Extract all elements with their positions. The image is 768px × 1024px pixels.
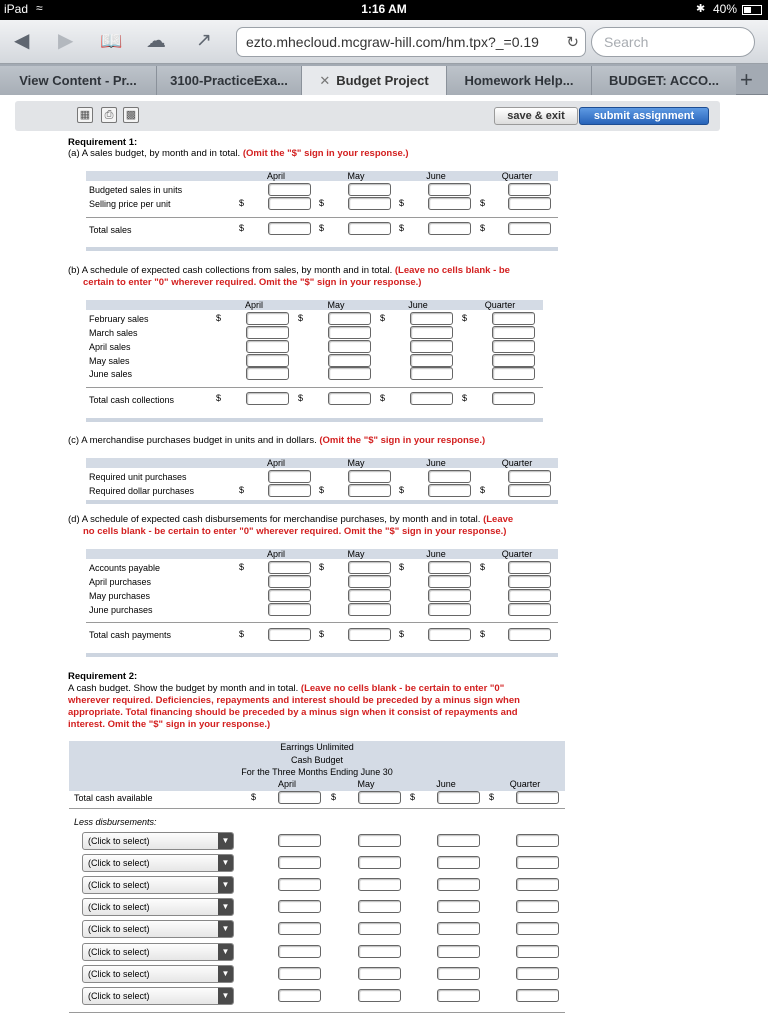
column-header: June [426, 458, 446, 468]
row-label: February sales [89, 314, 149, 324]
select-value: (Click to select) [88, 858, 150, 868]
amount-input[interactable] [492, 392, 535, 405]
amount-input[interactable] [516, 834, 559, 847]
amount-input[interactable] [410, 340, 453, 353]
select-value: (Click to select) [88, 880, 150, 890]
row-label: April sales [89, 342, 131, 352]
amount-input[interactable] [508, 603, 551, 616]
forward-icon[interactable]: ▶ [58, 30, 74, 52]
column-header: Quarter [484, 300, 516, 310]
amount-input[interactable] [348, 603, 391, 616]
dollar-sign: $ [319, 198, 325, 208]
column-header: June [426, 171, 446, 181]
dollar-sign: $ [399, 562, 405, 572]
dollar-sign: $ [410, 792, 416, 802]
amount-input[interactable] [437, 967, 480, 980]
new-tab-icon[interactable]: + [740, 67, 753, 92]
amount-input[interactable] [437, 791, 480, 804]
amount-input[interactable] [428, 589, 471, 602]
amount-input[interactable] [268, 561, 311, 574]
dollar-sign: $ [251, 792, 257, 802]
dollar-sign: $ [489, 792, 495, 802]
amount-input[interactable] [278, 791, 321, 804]
amount-input[interactable] [437, 834, 480, 847]
amount-input[interactable] [516, 989, 559, 1002]
amount-input[interactable] [268, 603, 311, 616]
amount-input[interactable] [246, 392, 289, 405]
column-header: Quarter [501, 171, 533, 181]
icloud-tabs-icon[interactable]: ☁ [146, 30, 166, 52]
select-value: (Click to select) [88, 836, 150, 846]
dollar-sign: $ [399, 485, 405, 495]
battery-icon [742, 5, 762, 15]
amount-input[interactable] [358, 922, 401, 935]
divider [86, 622, 558, 623]
amount-input[interactable] [278, 878, 321, 891]
amount-input[interactable] [492, 326, 535, 339]
amount-input[interactable] [358, 989, 401, 1002]
dollar-sign: $ [216, 313, 222, 323]
amount-input[interactable] [358, 945, 401, 958]
table-c-footer [86, 500, 558, 504]
table-a-footer [86, 247, 558, 251]
amount-input[interactable] [268, 484, 311, 497]
amount-input[interactable] [508, 222, 551, 235]
amount-input[interactable] [268, 197, 311, 210]
column-header: May [347, 171, 365, 181]
bluetooth-icon: ✱ [696, 3, 706, 15]
amount-input[interactable] [437, 945, 480, 958]
amount-input[interactable] [268, 183, 311, 196]
dollar-sign: $ [239, 198, 245, 208]
select-value: (Click to select) [88, 924, 150, 934]
row-label: Required unit purchases [89, 472, 187, 482]
dollar-sign: $ [239, 223, 245, 233]
table-d-footer [86, 653, 558, 657]
select-value: (Click to select) [88, 991, 150, 1001]
amount-input[interactable] [428, 222, 471, 235]
select-value: (Click to select) [88, 947, 150, 957]
amount-input[interactable] [246, 354, 289, 367]
row-label: Total sales [89, 225, 132, 235]
amount-input[interactable] [428, 628, 471, 641]
chevron-down-icon: ▼ [218, 921, 233, 937]
amount-input[interactable] [410, 312, 453, 325]
amount-input[interactable] [492, 312, 535, 325]
req2-title: Requirement 2: [68, 671, 138, 682]
amount-input[interactable] [516, 945, 559, 958]
amount-input[interactable] [246, 367, 289, 380]
amount-input[interactable] [508, 561, 551, 574]
row-label: Accounts payable [89, 563, 161, 573]
dollar-sign: $ [480, 629, 486, 639]
column-header: April [277, 779, 296, 789]
amount-input[interactable] [492, 340, 535, 353]
status-bar [0, 0, 768, 20]
amount-input[interactable] [410, 354, 453, 367]
amount-input[interactable] [508, 589, 551, 602]
column-header: Quarter [501, 549, 533, 559]
amount-input[interactable] [410, 392, 453, 405]
amount-input[interactable] [268, 575, 311, 588]
row-label: Required dollar purchases [89, 486, 195, 496]
chevron-down-icon: ▼ [218, 877, 233, 893]
req1-b-note: certain to enter "0" wherever required. Omit the "$" sign in your response.) [83, 277, 422, 288]
dollar-sign: $ [480, 198, 486, 208]
amount-input[interactable] [508, 575, 551, 588]
amount-input[interactable] [328, 367, 371, 380]
reference-icon[interactable]: ▦ [77, 107, 93, 123]
column-header: June [426, 549, 446, 559]
less-disbursements-label: Less disbursements: [74, 817, 157, 827]
disbursement-select[interactable] [82, 854, 234, 872]
amount-input[interactable] [516, 856, 559, 869]
amount-input[interactable] [428, 470, 471, 483]
req1-a-question: (a) A sales budget, by month and in total. (Omit the "$" sign in your response.) [68, 148, 409, 159]
clock: 1:16 AM [361, 2, 407, 16]
row-label: March sales [89, 328, 138, 338]
chevron-down-icon: ▼ [218, 833, 233, 849]
disbursement-select[interactable] [82, 898, 234, 916]
column-header: April [266, 549, 285, 559]
amount-input[interactable] [328, 392, 371, 405]
column-header: Quarter [509, 779, 541, 789]
amount-input[interactable] [410, 367, 453, 380]
disbursement-select[interactable] [82, 920, 234, 938]
back-icon[interactable]: ◀ [14, 30, 30, 52]
row-label: May sales [89, 356, 130, 366]
disbursement-select[interactable] [82, 832, 234, 850]
column-header: May [357, 779, 375, 789]
column-header: April [266, 458, 285, 468]
share-icon[interactable]: ↗ [196, 30, 212, 51]
amount-input[interactable] [428, 603, 471, 616]
company-name: Earrings Unlimited [280, 742, 354, 752]
amount-input[interactable] [268, 222, 311, 235]
chevron-down-icon: ▼ [218, 899, 233, 915]
tab-practice-exam[interactable]: 3100-PracticeExa... [156, 66, 301, 95]
select-value: (Click to select) [88, 969, 150, 979]
column-header: April [244, 300, 263, 310]
tab-budget-acco[interactable]: BUDGET: ACCO... [591, 66, 736, 95]
amount-input[interactable] [428, 197, 471, 210]
column-header: May [347, 549, 365, 559]
req1-c-question: (c) A merchandise purchases budget in units and in dollars. (Omit the "$" sign in your response.) [68, 435, 486, 446]
dollar-sign: $ [462, 393, 468, 403]
amount-input[interactable] [278, 945, 321, 958]
column-header: June [408, 300, 428, 310]
amount-input[interactable] [516, 878, 559, 891]
row-label: Selling price per unit [89, 199, 171, 209]
amount-input[interactable] [437, 989, 480, 1002]
amount-input[interactable] [516, 967, 559, 980]
amount-input[interactable] [278, 989, 321, 1002]
chevron-down-icon: ▼ [218, 988, 233, 1004]
dollar-sign: $ [319, 223, 325, 233]
amount-input[interactable] [358, 878, 401, 891]
dollar-sign: $ [399, 223, 405, 233]
amount-input[interactable] [278, 900, 321, 913]
wifi-icon: ≈ [36, 1, 43, 15]
row-label: Total cash payments [89, 630, 172, 640]
disbursement-select[interactable] [82, 876, 234, 894]
assignment-toolbar [15, 101, 720, 131]
dollar-sign: $ [298, 393, 304, 403]
dollar-sign: $ [480, 562, 486, 572]
dollar-sign: $ [319, 562, 325, 572]
amount-input[interactable] [268, 589, 311, 602]
amount-input[interactable] [348, 575, 391, 588]
amount-input[interactable] [348, 222, 391, 235]
amount-input[interactable] [348, 197, 391, 210]
amount-input[interactable] [492, 354, 535, 367]
submit-assignment-button[interactable]: submit assignment [579, 107, 709, 125]
dollar-sign: $ [319, 629, 325, 639]
dollar-sign: $ [239, 485, 245, 495]
dollar-sign: $ [399, 198, 405, 208]
amount-input[interactable] [328, 354, 371, 367]
amount-input[interactable] [348, 561, 391, 574]
print-icon[interactable]: ⎙ [101, 107, 117, 123]
amount-input[interactable] [348, 484, 391, 497]
address-bar[interactable] [236, 27, 586, 57]
row-label: Total cash collections [89, 395, 175, 405]
amount-input[interactable] [278, 834, 321, 847]
amount-input[interactable] [328, 312, 371, 325]
req2-note-line2: wherever required. Deficiencies, repayments and interest should be preceded by a minus sign when [68, 695, 520, 706]
select-value: (Click to select) [88, 902, 150, 912]
tab-bar [0, 64, 768, 95]
amount-input[interactable] [246, 312, 289, 325]
amount-input[interactable] [437, 900, 480, 913]
divider [86, 217, 558, 218]
dollar-sign: $ [480, 223, 486, 233]
dollar-sign: $ [331, 792, 337, 802]
divider [86, 387, 543, 388]
divider [69, 808, 565, 809]
amount-input[interactable] [410, 326, 453, 339]
amount-input[interactable] [348, 183, 391, 196]
bookmarks-icon[interactable]: 📖 [100, 31, 123, 51]
dollar-sign: $ [216, 393, 222, 403]
row-label: Total cash available [74, 793, 153, 803]
amount-input[interactable] [358, 900, 401, 913]
req1-b-question: (b) A schedule of expected cash collections from sales, by month and in total. (Leave no cells blank - be [68, 265, 510, 276]
amount-input[interactable] [516, 791, 559, 804]
amount-input[interactable] [328, 326, 371, 339]
budget-period: For the Three Months Ending June 30 [241, 767, 393, 777]
save-icon[interactable]: ▩ [123, 107, 139, 123]
amount-input[interactable] [437, 856, 480, 869]
chevron-down-icon: ▼ [218, 855, 233, 871]
amount-input[interactable] [246, 326, 289, 339]
amount-input[interactable] [516, 900, 559, 913]
dollar-sign: $ [462, 313, 468, 323]
amount-input[interactable] [328, 340, 371, 353]
amount-input[interactable] [428, 575, 471, 588]
amount-input[interactable] [516, 922, 559, 935]
dollar-sign: $ [319, 485, 325, 495]
reload-icon[interactable]: ↻ [566, 34, 579, 51]
dollar-sign: $ [399, 629, 405, 639]
amount-input[interactable] [508, 484, 551, 497]
column-header: May [327, 300, 345, 310]
amount-input[interactable] [268, 628, 311, 641]
disbursement-select[interactable] [82, 987, 234, 1005]
req1-title: Requirement 1: [68, 137, 138, 148]
amount-input[interactable] [358, 856, 401, 869]
disbursement-select[interactable] [82, 943, 234, 961]
dollar-sign: $ [480, 485, 486, 495]
divider [69, 1012, 565, 1013]
req2-question: A cash budget. Show the budget by month and in total. (Leave no cells blank - be certain to enter "0" [68, 683, 505, 694]
battery-percent: 40% [713, 2, 738, 16]
close-tab-icon[interactable]: ✕ [319, 73, 331, 88]
amount-input[interactable] [508, 197, 551, 210]
budget-name: Cash Budget [290, 755, 344, 765]
amount-input[interactable] [358, 791, 401, 804]
url-text: ezto.mhecloud.mcgraw-hill.com/hm.tpx?_=0.19 [246, 34, 539, 50]
column-header: April [266, 171, 285, 181]
amount-input[interactable] [437, 878, 480, 891]
chevron-down-icon: ▼ [218, 966, 233, 982]
amount-input[interactable] [348, 470, 391, 483]
column-header: May [347, 458, 365, 468]
table-b-footer [86, 418, 543, 422]
row-label: Budgeted sales in units [89, 185, 183, 195]
tab-view-content[interactable]: View Content - Pr... [0, 66, 156, 95]
chevron-down-icon: ▼ [218, 944, 233, 960]
tab-homework-help[interactable]: Homework Help... [446, 66, 591, 95]
dollar-sign: $ [239, 629, 245, 639]
amount-input[interactable] [348, 628, 391, 641]
amount-input[interactable] [508, 470, 551, 483]
save-exit-button[interactable]: save & exit [494, 107, 578, 125]
amount-input[interactable] [508, 183, 551, 196]
amount-input[interactable] [358, 967, 401, 980]
amount-input[interactable] [437, 922, 480, 935]
row-label: May purchases [89, 591, 151, 601]
amount-input[interactable] [358, 834, 401, 847]
amount-input[interactable] [428, 484, 471, 497]
req1-d-question: (d) A schedule of expected cash disbursements for merchandise purchases, by month and in total. (Leave [68, 514, 514, 525]
row-label: April purchases [89, 577, 152, 587]
dollar-sign: $ [380, 313, 386, 323]
row-label: June purchases [89, 605, 153, 615]
req1-d-note: no cells blank - be certain to enter "0" wherever required. Omit the "$" sign in your response.) [83, 526, 507, 537]
tab-budget-project[interactable]: ✕ Budget Project [301, 66, 446, 95]
disbursement-select[interactable] [82, 965, 234, 983]
browser-toolbar [0, 20, 768, 64]
row-label: June sales [89, 369, 133, 379]
amount-input[interactable] [278, 922, 321, 935]
device-name: iPad [4, 2, 29, 16]
column-header: June [436, 779, 456, 789]
amount-input[interactable] [246, 340, 289, 353]
search-input[interactable]: Search [591, 27, 755, 57]
dollar-sign: $ [298, 313, 304, 323]
column-header: Quarter [501, 458, 533, 468]
amount-input[interactable] [428, 561, 471, 574]
amount-input[interactable] [492, 367, 535, 380]
req2-note-line4: interest. Omit the "$" sign in your response.) [68, 719, 271, 730]
amount-input[interactable] [268, 470, 311, 483]
amount-input[interactable] [278, 967, 321, 980]
amount-input[interactable] [278, 856, 321, 869]
dollar-sign: $ [239, 562, 245, 572]
amount-input[interactable] [508, 628, 551, 641]
amount-input[interactable] [348, 589, 391, 602]
dollar-sign: $ [380, 393, 386, 403]
amount-input[interactable] [428, 183, 471, 196]
req2-note-line3: appropriate. Total financing should be preceded by a minus sign when it consist of repayments and [68, 707, 518, 718]
